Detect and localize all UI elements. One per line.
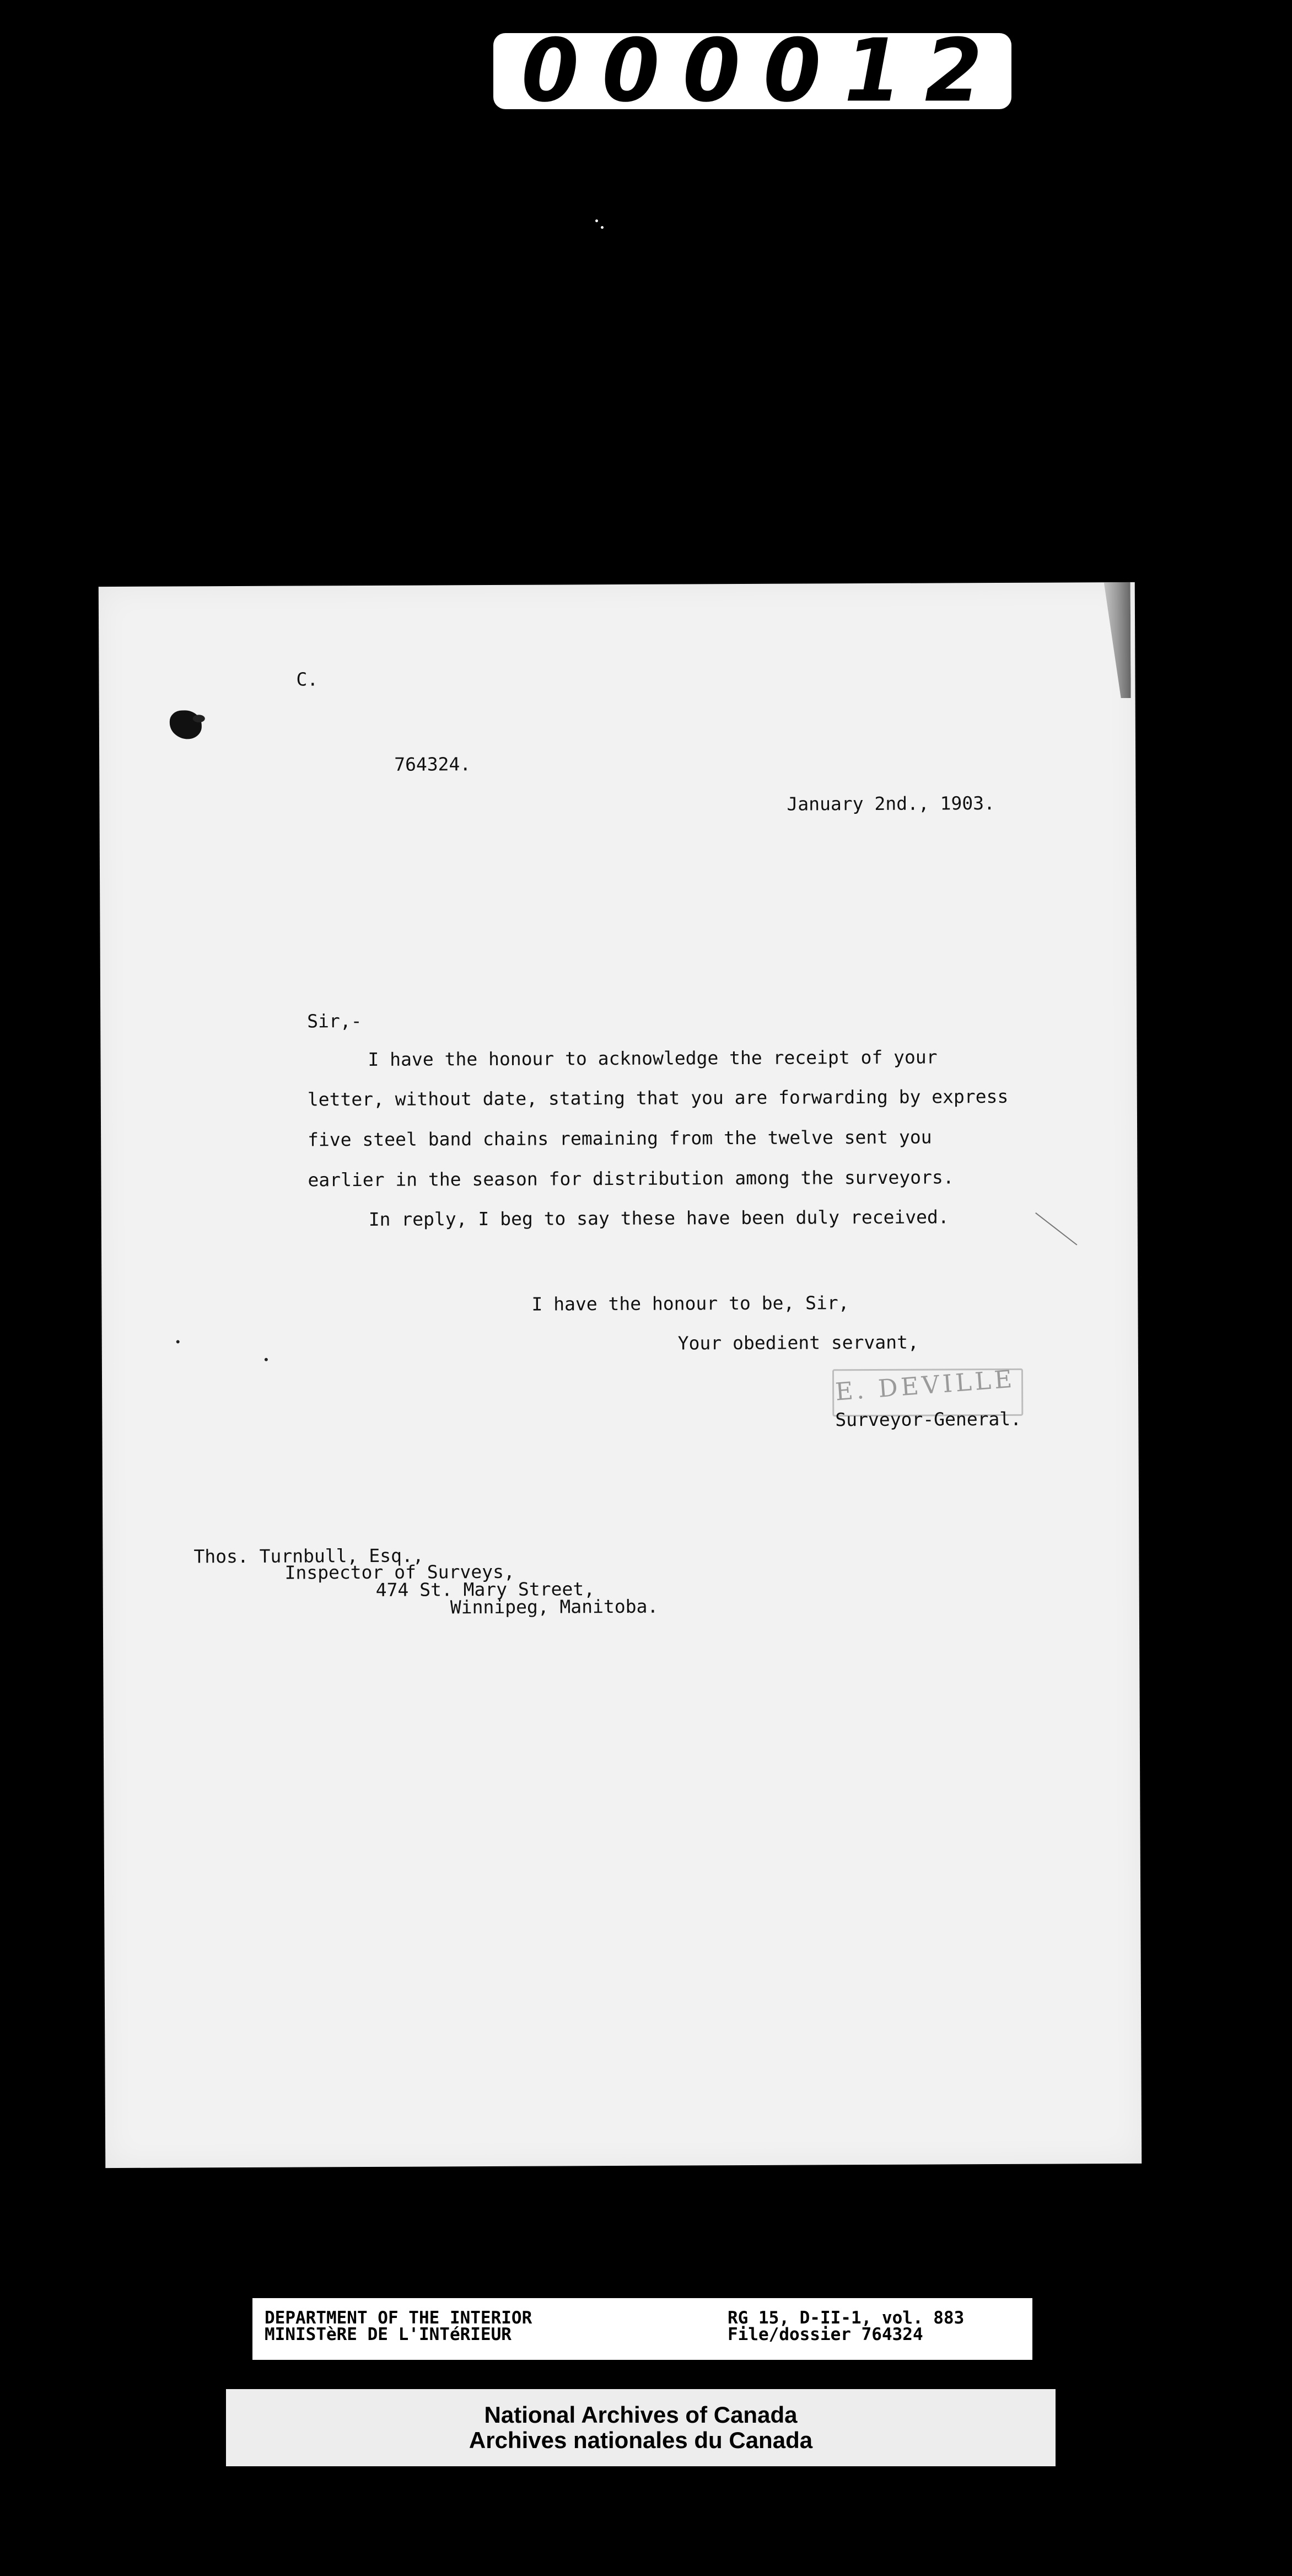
page-corner-fold xyxy=(1097,582,1131,698)
closing-line: I have the honour to be, Sir, xyxy=(531,1292,849,1315)
signature-stamp: E. DEVILLE xyxy=(834,1365,1016,1407)
salutation: Sir,- xyxy=(307,1010,362,1032)
department-english: DEPARTMENT OF THE INTERIOR xyxy=(265,2308,532,2328)
body-line: In reply, I beg to say these have been duly received. xyxy=(368,1206,949,1230)
archives-name-english: National Archives of Canada xyxy=(484,2402,798,2428)
frame-number: 000012 xyxy=(521,20,1006,122)
address-line: Winnipeg, Manitoba. xyxy=(450,1595,659,1618)
body-line: I have the honour to acknowledge the receipt of your xyxy=(368,1046,938,1070)
stray-dot xyxy=(265,1358,268,1361)
file-reference: 764324. xyxy=(394,753,471,775)
address-line: 474 St. Mary Street, xyxy=(375,1578,595,1601)
archive-reference-label xyxy=(252,2298,1032,2360)
archives-name-french: Archives nationales du Canada xyxy=(469,2427,813,2453)
department-french: MINISTèRE DE L'INTéRIEUR xyxy=(265,2325,512,2344)
stray-dot xyxy=(176,1340,180,1343)
address-line: Thos. Turnbull, Esq., xyxy=(193,1544,424,1568)
file-dossier-number: File/dossier 764324 xyxy=(728,2325,923,2344)
film-speck xyxy=(601,226,604,229)
address-line: Inspector of Surveys, xyxy=(284,1560,515,1584)
body-line: five steel band chains remaining from the twelve sent you xyxy=(308,1126,932,1151)
page-marker: C. xyxy=(296,668,319,690)
national-archives-plate xyxy=(226,2389,1056,2466)
closing-line: Your obedient servant, xyxy=(677,1331,919,1354)
film-speck xyxy=(595,219,598,222)
body-line: letter, without date, stating that you are forwarding by express xyxy=(307,1085,1009,1110)
signatory-title: Surveyor-General. xyxy=(835,1408,1022,1431)
letter-page xyxy=(99,582,1142,2168)
ink-blot-mark xyxy=(170,710,202,739)
record-group-reference: RG 15, D-II-1, vol. 883 xyxy=(728,2308,965,2328)
body-line: earlier in the season for distribution among the surveyors. xyxy=(308,1166,954,1191)
stray-pen-mark xyxy=(1035,1212,1077,1246)
frame-number-plate xyxy=(493,20,1011,122)
letter-date: January 2nd., 1903. xyxy=(787,792,995,815)
